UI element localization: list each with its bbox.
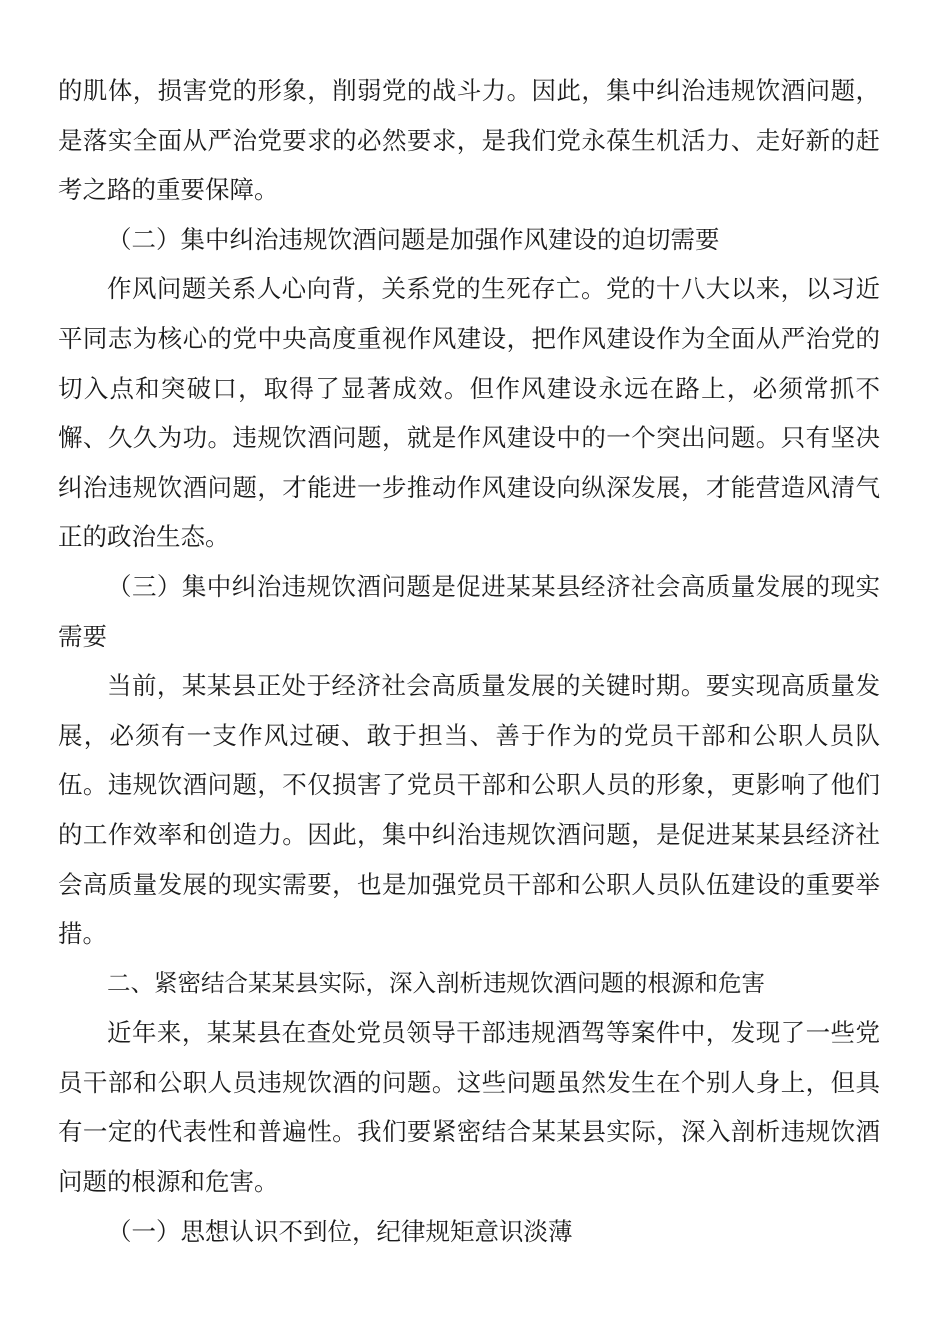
section-heading-2: 二、紧密结合某某县实际，深入剖析违规饮酒问题的根源和危害 [107, 968, 765, 997]
subheading-3: （三）集中纠治违规饮酒问题是促进某某县经济社会高质量发展的现实需要 [58, 571, 880, 651]
paragraph-continuation: 的肌体，损害党的形象，削弱党的战斗力。因此，集中纠治违规饮酒问题，是落实全面从严治党要求的必然要求，是我们党永葆生机活力、走好新的赶考之路的重要保障。 [58, 76, 880, 205]
paragraph-high-quality-development: 当前，某某县正处于经济社会高质量发展的关键时期。要实现高质量发展，必须有一支作风过硬、敢于担当、善于作为的党员干部和公职人员队伍。违规饮酒问题，不仅损害了党员干部和公职人员的形象，更影响了他们的工作效率和创造力。因此，集中纠治违规饮酒问题，是促进某某县经济社会高质量发展的现实需要，也是加强党员干部和公职人员队伍建设的重要举措。 [58, 671, 880, 949]
subheading-2: （二）集中纠治违规饮酒问题是加强作风建设的迫切需要 [107, 224, 720, 254]
document-body [58, 66, 880, 1256]
paragraph-style-building: 作风问题关系人心向背，关系党的生死存亡。党的十八大以来，以习近平同志为核心的党中央高度重视作风建设，把作风建设作为全面从严治党的切入点和突破口，取得了显著成效。但作风建设永远在路上，必须常抓不懈、久久为功。违规饮酒问题，就是作风建设中的一个突出问题。只有坚决纠治违规饮酒问题，才能进一步推动作风建设向纵深发展，才能营造风清气正的政治生态。 [58, 274, 880, 552]
paragraph-recent-years: 近年来，某某县在查处党员领导干部违规酒驾等案件中，发现了一些党员干部和公职人员违规饮酒的问题。这些问题虽然发生在个别人身上，但具有一定的代表性和普遍性。我们要紧密结合某某县实际，深入剖析违规饮酒问题的根源和危害。 [58, 1018, 880, 1197]
subheading-1: （一）思想认识不到位，纪律规矩意识淡薄 [107, 1216, 573, 1246]
